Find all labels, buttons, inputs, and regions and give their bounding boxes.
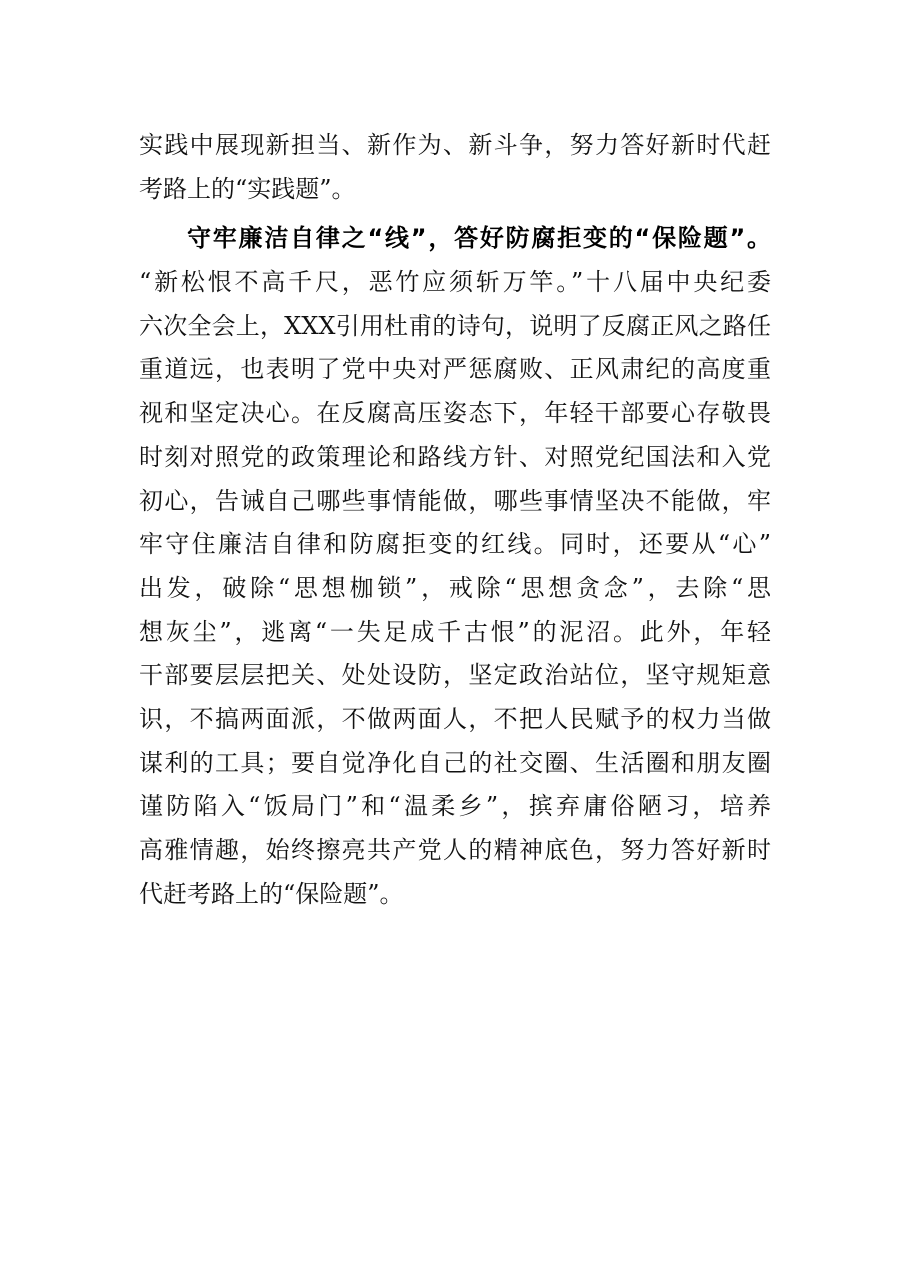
paragraph-main: [139, 261, 771, 916]
text-line: 谨防陷入“饭局门”和“温柔乡”，摈弃庸俗陋习，培养: [139, 792, 771, 821]
text-line: 干部要层层把关、处处设防，坚定政治站位，坚守规矩意: [139, 661, 771, 690]
text-line: 高雅情趣，始终擦亮共产党人的精神底色，努力答好新时: [139, 836, 771, 864]
text-line: 代赶考路上的“保险题”。: [139, 879, 404, 908]
paragraph-intro: [139, 124, 771, 211]
document-body: [139, 124, 771, 916]
text-line: 考路上的“实践题”。: [139, 174, 356, 203]
text-line: 六次全会上，XXX引用杜甫的诗句，说明了反腐正风之路任: [139, 311, 771, 340]
text-line: 时刻对照党的政策理论和路线方针、对照党纪国法和入党: [139, 442, 771, 471]
text-line: 谋利的工具；要自觉净化自己的社交圈、生活圈和朋友圈: [139, 748, 771, 777]
text-line: 初心，告诫自己哪些事情能做，哪些事情坚决不能做，牢: [139, 486, 771, 515]
text-line: 牢守住廉洁自律和防腐拒变的红线。同时，还要从“心”: [139, 530, 771, 559]
text-line: 识，不搞两面派，不做两面人，不把人民赋予的权力当做: [139, 704, 771, 733]
text-line: 实践中展现新担当、新作为、新斗争，努力答好新时代赶: [139, 131, 771, 159]
text-line: 出发，破除“思想枷锁”，戒除“思想贪念”，去除“思: [139, 573, 771, 602]
section-heading: 守牢廉洁自律之“线”，答好防腐拒变的“保险题”。: [187, 224, 771, 253]
text-line: 视和坚定决心。在反腐高压姿态下，年轻干部要心存敬畏: [139, 399, 771, 428]
text-line: 重道远，也表明了党中央对严惩腐败、正风肃纪的高度重: [139, 355, 771, 384]
text-line: 想灰尘”，逃离“一失足成千古恨”的泥沼。此外，年轻: [139, 617, 771, 646]
text-line: “新松恨不高千尺，恶竹应须斩万竿。”十八届中央纪委: [139, 268, 771, 297]
